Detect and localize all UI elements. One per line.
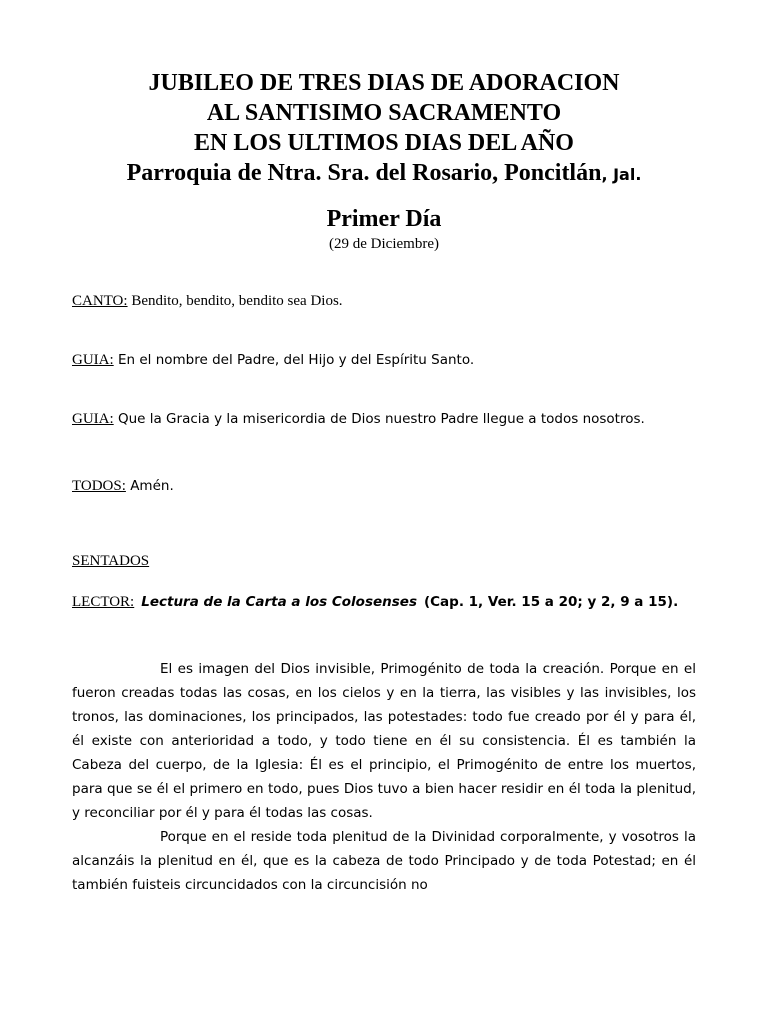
canto-text: Bendito, bendito, bendito sea Dios. [127, 293, 343, 309]
canto-label: CANTO: [72, 293, 128, 309]
lector-reference: (Cap. 1, Ver. 15 a 20; y 2, 9 a 15) [423, 594, 674, 610]
reading-paragraph-2: Porque en el reside toda plenitud de la Divinidad corporalmente, y vosotros la alcanzáis la plenitud en él, que es la cabeza de todo Principado y de toda Potestad; en él también fuisteis circuncidados con la circuncisión no [72, 829, 696, 893]
lector-end: . [673, 594, 679, 610]
sentados-line [72, 549, 696, 573]
day-date: (29 de Diciembre) [329, 236, 439, 252]
reading-paragraph-1: El es imagen del Dios invisible, Primogénito de toda la creación. Porque en el fueron creadas todas las cosas, en los cielos y en la tierra, las visibles y las invisibles, los tronos, las dominaciones, los principados, las potestades: todo fue creado por él y para él, él existe con anterioridad a todo, y todo tiene en él su consistencia. Él es también la Cabeza del cuerpo, de la Iglesia: Él es el principio, el Primogénito de entre los muertos, para que se él el primero en todo, pues Dios tuvo a bien hacer residir en él toda la plenitud, y reconciliar por él y para él todas las cosas. [72, 661, 696, 821]
guia-line-2 [72, 408, 696, 431]
parish-line [0, 158, 768, 190]
parish-name: Parroquia de Ntra. Sra. del Rosario, Poncitlán [126, 160, 602, 186]
parish-state: , Jal. [601, 165, 642, 184]
reading-body [72, 657, 696, 897]
sentados-label: SENTADOS [72, 553, 150, 569]
todos-label: TODOS: [72, 478, 126, 494]
title-line-1: JUBILEO DE TRES DIAS DE ADORACION [148, 70, 620, 96]
guia-label-2: GUIA: [72, 411, 114, 427]
lector-label: LECTOR: [72, 594, 135, 610]
day-title: Primer Día [326, 206, 442, 232]
lector-line [72, 590, 696, 615]
guia-text-2: Que la Gracia y la misericordia de Dios nuestro Padre llegue a todos nosotros. [113, 411, 645, 427]
todos-line [72, 474, 696, 499]
todos-text: Amén. [125, 478, 174, 494]
title-line-2: AL SANTISIMO SACRAMENTO [206, 100, 562, 126]
lector-title: Lectura de la Carta a los Colosenses [141, 594, 417, 610]
guia-line-1 [72, 348, 696, 373]
guia-label-1: GUIA: [72, 352, 114, 368]
canto-line [72, 289, 696, 313]
title-line-3: EN LOS ULTIMOS DIAS DEL AÑO [194, 130, 574, 156]
guia-text-1: En el nombre del Padre, del Hijo y del Espíritu Santo. [113, 352, 475, 368]
